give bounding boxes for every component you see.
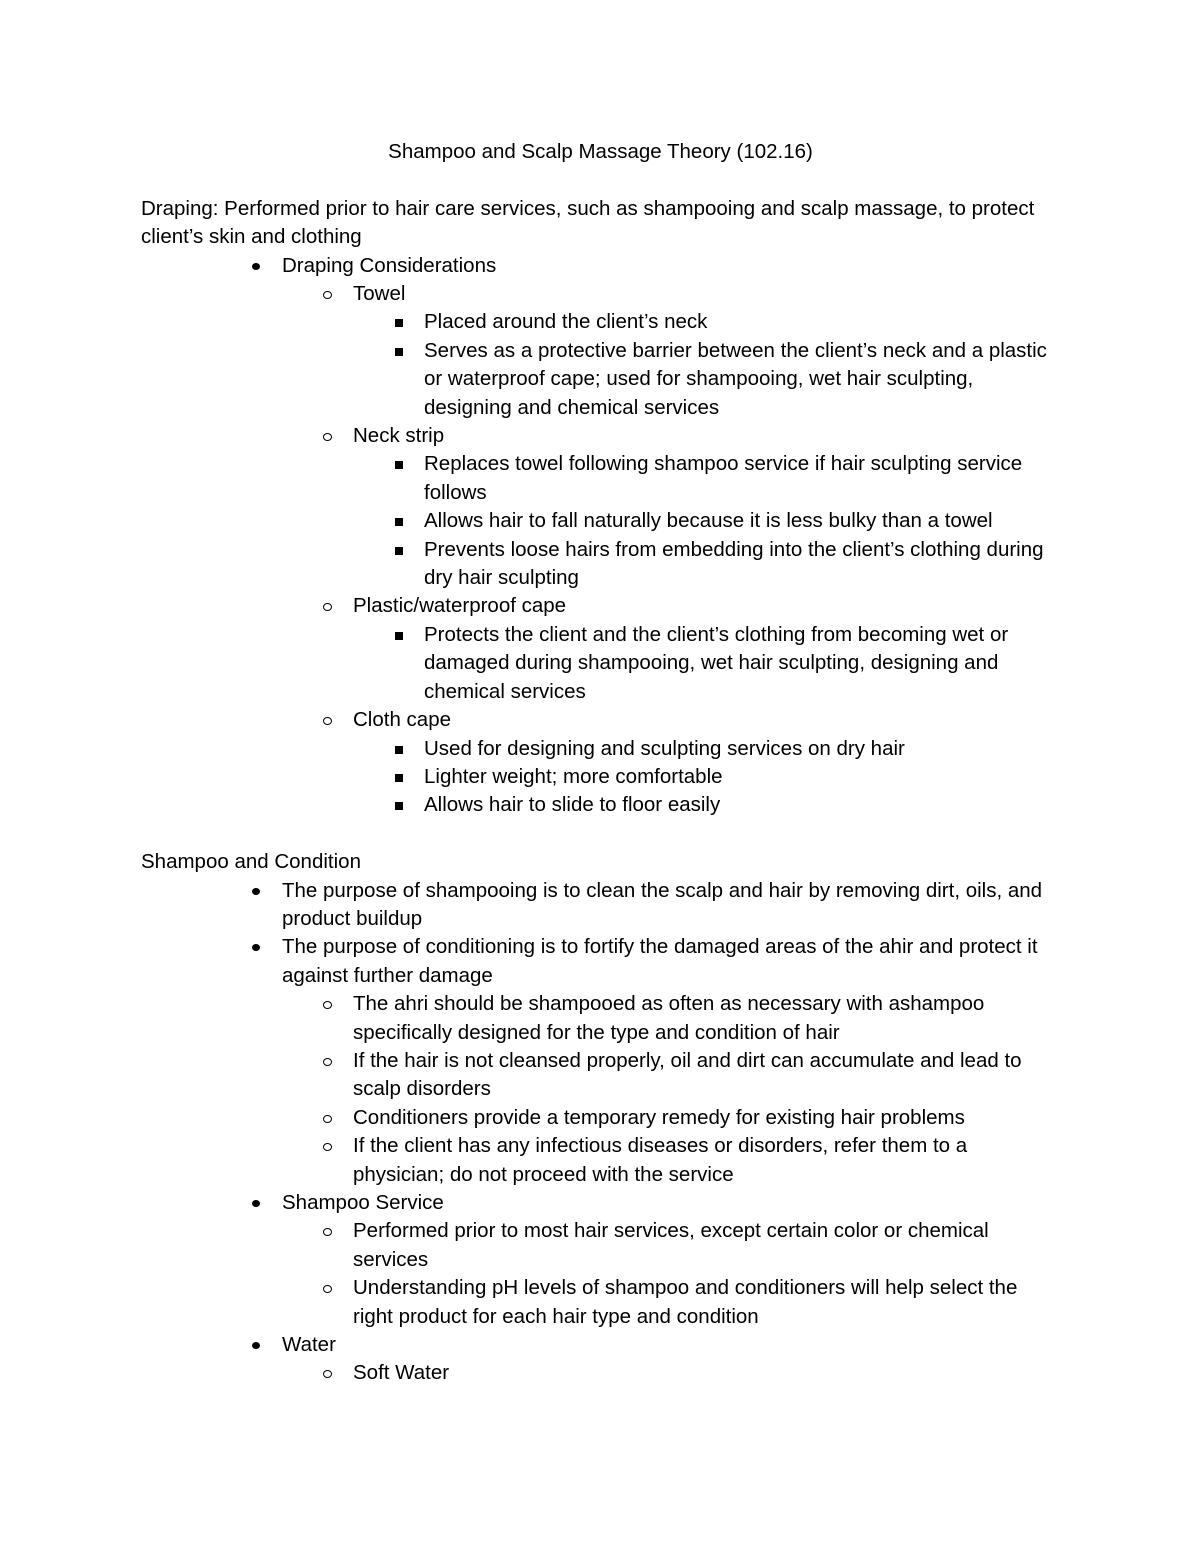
bullet-circle-icon — [323, 1115, 332, 1123]
bullet-square-icon — [395, 348, 403, 356]
list-item — [353, 280, 1060, 422]
bullet-square-icon — [395, 518, 403, 526]
bullet-circle-icon — [323, 291, 332, 299]
list-item-text: Prevents loose hairs from embedding into the client’s clothing during dry hair sculpting — [424, 537, 1044, 590]
shampoo-service-subpoints — [282, 1217, 1060, 1331]
list-item — [282, 252, 1060, 820]
list-item-text: Water — [282, 1333, 336, 1357]
bullet-square-icon — [395, 746, 403, 754]
list-item — [353, 1104, 1060, 1132]
shampoo-list — [141, 877, 1060, 1388]
list-item — [424, 308, 1060, 336]
bullet-circle-icon — [323, 1143, 332, 1151]
list-item — [424, 763, 1060, 791]
bullet-circle-icon — [323, 433, 332, 441]
bullet-circle-icon — [323, 1370, 332, 1378]
list-item — [424, 450, 1060, 507]
list-item-text: Replaces towel following shampoo service if hair sculpting service follows — [424, 452, 1023, 504]
list-item-text: Draping Considerations — [282, 253, 497, 277]
list-item — [424, 507, 1060, 535]
list-item-text: Soft Water — [353, 1361, 450, 1385]
list-item-text: Shampoo Service — [282, 1191, 444, 1214]
bullet-circle-icon — [323, 1058, 332, 1066]
bullet-circle-icon — [323, 603, 332, 611]
list-item-text: Serves as a protective barrier between the client’s neck and a plastic or waterproof cape; used for shampooing, wet hair sculpting, designing and chemical services — [424, 338, 1047, 419]
list-item-text: Allows hair to fall naturally because it is less bulky than a towel — [424, 509, 993, 533]
bullet-disc-icon — [252, 263, 260, 270]
list-item-text: If the client has any infectious diseases or disorders, refer them to a physician; do not proceed with the service — [353, 1134, 968, 1186]
towel-points — [353, 308, 1060, 422]
list-item-text: Placed around the client’s neck — [424, 310, 708, 334]
bullet-square-icon — [395, 632, 403, 640]
list-item — [353, 706, 1060, 820]
list-item-text: The purpose of conditioning is to fortify the damaged areas of the ahir and protect it against further damage — [282, 935, 1038, 987]
list-item-text: Cloth cape — [353, 708, 452, 732]
list-item — [353, 1274, 1060, 1331]
list-item — [353, 592, 1060, 706]
list-item-text: Towel — [353, 282, 406, 306]
list-item — [282, 877, 1060, 934]
bullet-disc-icon — [252, 1200, 260, 1207]
list-item — [353, 1132, 1060, 1189]
bullet-square-icon — [395, 774, 403, 782]
water-subpoints — [282, 1359, 1060, 1387]
list-item-text: Understanding pH levels of shampoo and conditioners will help select the right product for each hair type and condition — [353, 1276, 1018, 1328]
conditioning-subpoints — [282, 990, 1060, 1189]
bullet-circle-icon — [323, 717, 332, 725]
list-item-text: Lighter weight; more comfortable — [424, 764, 723, 788]
list-item — [353, 990, 1060, 1047]
list-item — [282, 1189, 1060, 1331]
draping-list — [141, 252, 1060, 820]
bullet-circle-icon — [323, 1001, 332, 1009]
list-item — [424, 735, 1060, 763]
draping-intro: Draping: Performed prior to hair care services, such as shampooing and scalp massage, to protect client’s skin and clothing — [141, 196, 1035, 249]
list-item-text: Conditioners provide a temporary remedy for existing hair problems — [353, 1105, 965, 1129]
neck-strip-points — [353, 450, 1060, 592]
list-item — [353, 1047, 1060, 1104]
list-item — [282, 933, 1060, 1189]
list-item-text: Neck strip — [353, 424, 445, 448]
document-title: Shampoo and Scalp Massage Theory (102.16) — [388, 140, 813, 163]
bullet-square-icon — [395, 802, 403, 810]
list-item — [424, 791, 1060, 819]
list-item — [353, 1217, 1060, 1274]
bullet-disc-icon — [252, 888, 260, 895]
list-item-text: The purpose of shampooing is to clean the scalp and hair by removing dirt, oils, and product buildup — [282, 878, 1043, 930]
list-item-text: Plastic/waterproof cape — [353, 594, 567, 618]
bullet-square-icon — [395, 319, 403, 327]
list-item — [424, 337, 1060, 422]
list-item-text: If the hair is not cleansed properly, oil and dirt can accumulate and lead to scalp disorders — [353, 1048, 1022, 1101]
cape-points — [353, 621, 1060, 706]
list-item — [353, 1359, 1060, 1387]
list-item-text: The ahri should be shampooed as often as necessary with ashampoo specifically designed for the type and condition of hair — [353, 992, 985, 1044]
draping-considerations-list — [282, 280, 1060, 820]
bullet-disc-icon — [252, 944, 260, 951]
list-item-text: Allows hair to slide to floor easily — [424, 793, 721, 817]
cloth-cape-points — [353, 735, 1060, 820]
list-item-text: Used for designing and sculpting services on dry hair — [424, 736, 905, 760]
list-item-text: Protects the client and the client’s clothing from becoming wet or damaged during shampooing, wet hair sculpting, designing and chemical services — [424, 622, 1009, 703]
section-heading: Shampoo and Condition — [141, 850, 361, 874]
list-item — [353, 422, 1060, 592]
bullet-circle-icon — [323, 1228, 332, 1236]
list-item — [424, 536, 1060, 593]
bullet-square-icon — [395, 547, 403, 555]
list-item — [282, 1331, 1060, 1388]
list-item — [424, 621, 1060, 706]
bullet-square-icon — [395, 461, 403, 469]
list-item-text: Performed prior to most hair services, except certain color or chemical services — [353, 1219, 989, 1271]
bullet-circle-icon — [323, 1285, 332, 1293]
bullet-disc-icon — [252, 1342, 260, 1349]
